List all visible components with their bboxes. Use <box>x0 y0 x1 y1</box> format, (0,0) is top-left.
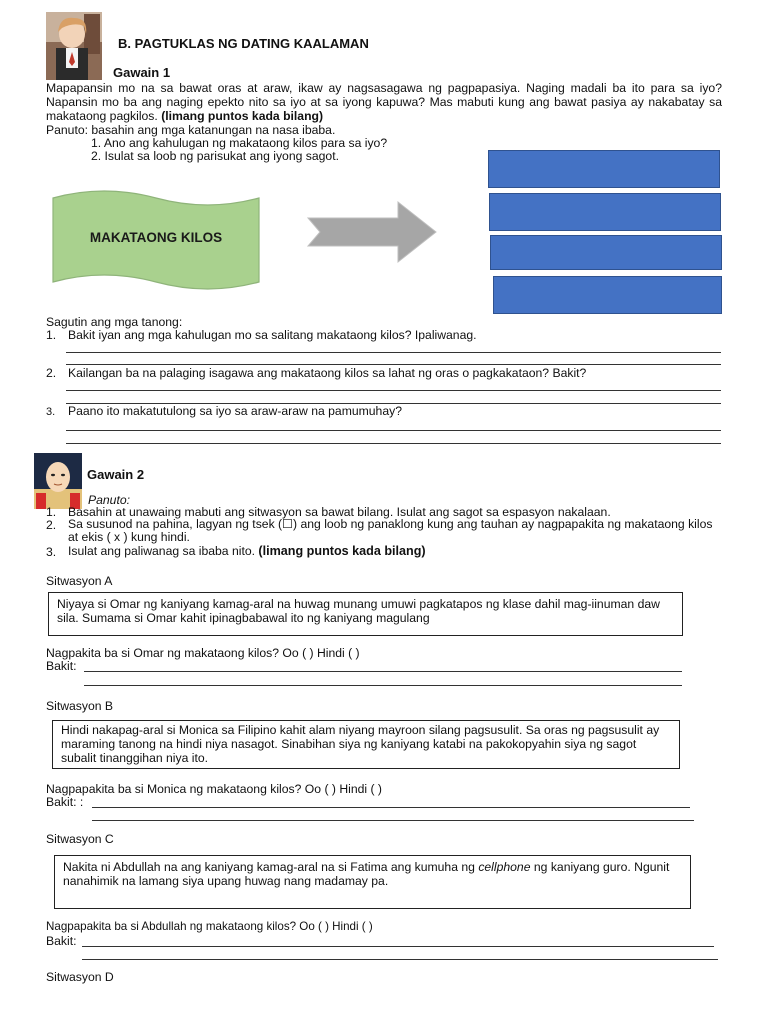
answer-line[interactable] <box>66 430 721 431</box>
situation-c-label: Sitwasyon C <box>46 832 114 846</box>
answer-line[interactable] <box>82 959 718 960</box>
sagutin-heading: Sagutin ang mga tanong: <box>46 315 183 329</box>
answer-box-3[interactable] <box>490 235 722 270</box>
answer-line[interactable] <box>66 390 721 391</box>
situation-c-question: Nagpapakita ba si Abdullah ng makataong kilos? Oo ( ) Hindi ( ) <box>46 920 373 933</box>
instruction-number: 1. <box>46 505 57 519</box>
student-picture-1 <box>46 12 102 80</box>
answer-box-2[interactable] <box>489 193 721 231</box>
right-arrow-icon <box>306 200 438 264</box>
gawain2-title: Gawain 2 <box>87 467 145 482</box>
question-1: Bakit iyan ang mga kahulugan mo sa salitang makataong kilos? Ipaliwanag. <box>68 328 477 342</box>
answer-line[interactable] <box>82 946 714 947</box>
answer-line[interactable] <box>84 671 682 672</box>
answer-line[interactable] <box>92 807 690 808</box>
situation-b-label: Sitwasyon B <box>46 699 114 713</box>
situation-a-label: Sitwasyon A <box>46 574 113 588</box>
situation-c-bakit: Bakit: <box>46 934 77 948</box>
answer-box-1[interactable] <box>488 150 720 188</box>
situation-b-box <box>52 720 680 769</box>
situation-c-box <box>54 855 691 909</box>
gawain1-title: Gawain 1 <box>113 65 171 80</box>
situation-c-text: Nakita ni Abdullah na ang kaniyang kamag-aral na si Fatima ang kumuha ng cellphone ng kaniyang guro. Ngunit nanahimik na lamang siya upang huwag nang madamay pa. <box>63 860 670 888</box>
answer-line[interactable] <box>84 685 682 686</box>
answer-line[interactable] <box>66 352 721 353</box>
situation-a-text: Niyaya si Omar ng kaniyang kamag-aral na huwag munang umuwi pagkatapos ng klase dahil mag-iinuman daw sila. Sumama si Omar kahit ipinagbabawal ito ng kaniyang magulang <box>57 597 660 625</box>
situation-b-question: Nagpapakita ba si Monica ng makataong kilos? Oo ( ) Hindi ( ) <box>46 782 382 796</box>
situation-b-text: Hindi nakapag-aral si Monica sa Filipino kahit alam niyang mayroon silang pagsusulit. Sa oras ng pagsusulit ay maraming tanong na hindi niya nasagot. Sinabihan siya ng kaniyang katabi na pakokopyahin siya ng sagot subalit tinanggihan niya ito. <box>61 723 660 765</box>
instruction-3: Isulat ang paliwanag sa ibaba nito. (limang puntos kada bilang) <box>68 544 426 558</box>
situation-a-bakit: Bakit: <box>46 659 77 673</box>
question-3: Paano ito makatutulong sa iyo sa araw-araw na pamumuhay? <box>68 404 402 418</box>
situation-a-box <box>48 592 683 636</box>
question-number: 3. <box>46 406 56 418</box>
instruction-2: Sa susunod na pahina, lagyan ng tsek (☐) ang loob ng panaklong kung ang tauhan ay nagpapakita ng makataong kilos at ekis ( x ) kung hindi. <box>68 517 713 544</box>
instruction-number: 3. <box>46 545 57 559</box>
section-title: B. PAGTUKLAS NG DATING KAALAMAN <box>118 36 369 51</box>
student-picture-2 <box>34 453 82 509</box>
gawain1-panuto: Panuto: basahin ang mga katanungan na nasa ibaba. <box>46 123 336 137</box>
situation-a-question: Nagpakita ba si Omar ng makataong kilos? Oo ( ) Hindi ( ) <box>46 646 360 660</box>
gawain1-intro: Mapapansin mo na sa bawat oras at araw, ikaw ay nagsasagawa ng pagpapasiya. Naging madali ba ito para sa iyo? Napansin mo ba ang naging epekto nito sa iyo at sa iyong kapuwa? Mas mabuti kung ang bawat pasiya ay nakabatay sa makataong pagkilos. (limang puntos kada bilang) <box>46 81 722 123</box>
situation-b-bakit: Bakit: : <box>46 795 84 809</box>
answer-line[interactable] <box>66 443 721 444</box>
gawain2-panuto: Panuto: <box>88 493 131 507</box>
makataong-kilos-banner <box>52 190 260 290</box>
gawain1-step-1: 1. Ano ang kahulugan ng makataong kilos para sa iyo? <box>91 136 388 150</box>
instruction-number: 2. <box>46 518 57 532</box>
question-number: 1. <box>46 328 57 342</box>
banner-label: MAKATAONG KILOS <box>89 230 223 245</box>
gawain1-step-2: 2. Isulat sa loob ng parisukat ang iyong sagot. <box>91 149 339 163</box>
instruction-1: Basahin at unawaing mabuti ang sitwasyon sa bawat bilang. Isulat ang sagot sa espasyon nakalaan. <box>68 505 611 519</box>
answer-box-4[interactable] <box>493 276 722 314</box>
answer-line[interactable] <box>66 364 721 365</box>
question-number: 2. <box>46 366 57 380</box>
question-2: Kailangan ba na palaging isagawa ang makataong kilos sa lahat ng oras o pagkakataon? Bakit? <box>68 366 587 380</box>
answer-line[interactable] <box>92 820 694 821</box>
situation-d-label: Sitwasyon D <box>46 970 114 984</box>
